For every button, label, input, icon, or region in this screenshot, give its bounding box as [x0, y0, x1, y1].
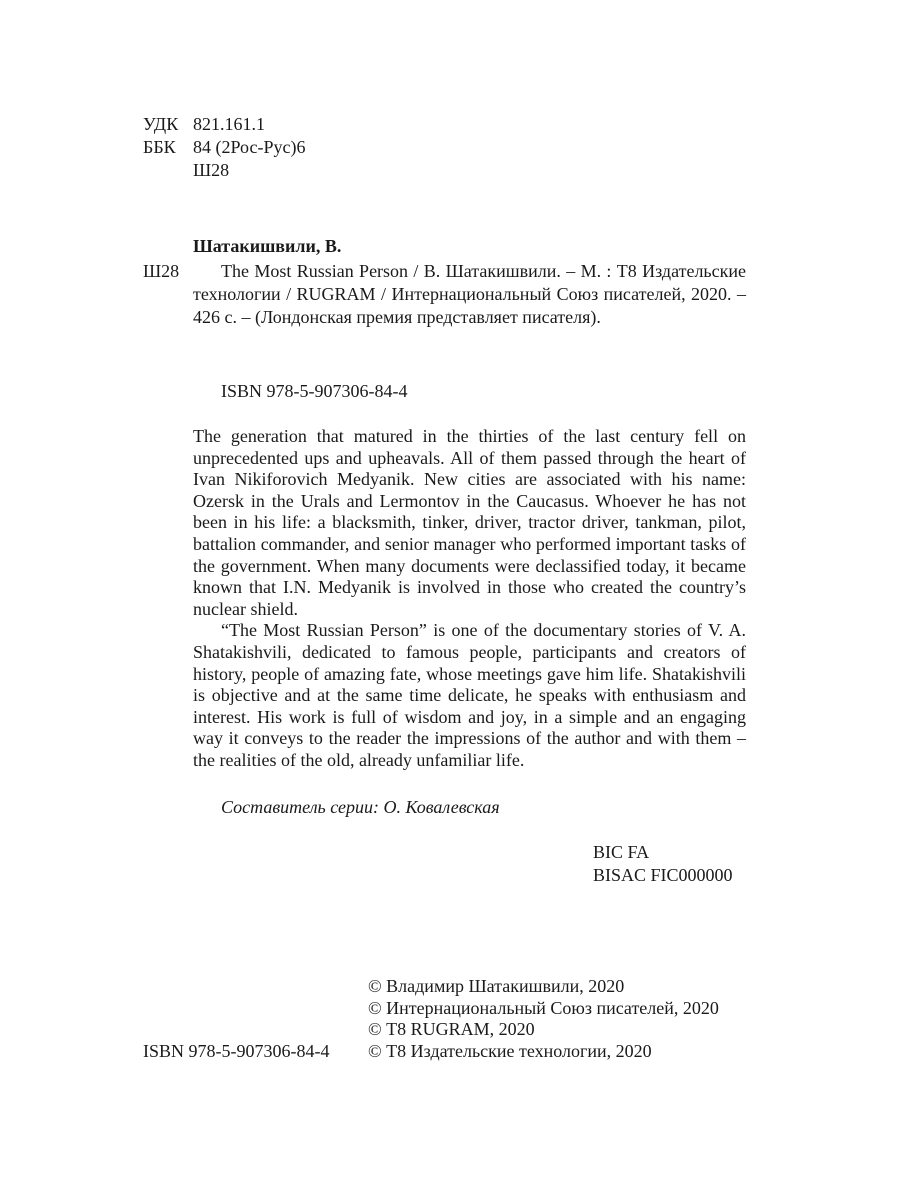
classification-row: [143, 136, 305, 159]
catalog-code: Ш28: [143, 261, 180, 281]
classification-row: [143, 113, 305, 136]
isbn-footer: ISBN 978-5-907306-84-4: [143, 1041, 330, 1061]
subject-code: BISAC FIC000000: [593, 865, 733, 885]
annotation-paragraph: The generation that matured in the thirties of the last century fell on unprecedented ups and upheavals. All of them passed through the heart of Ivan Nikiforovich Medyanik. New cities are associated with his name: Ozersk in the Urals and Lermontov in the Caucasus. Whoever he has not been in his life: a blacksmith, tinker, driver, tractor driver, tankman, pilot, battalion commander, and senior manager who performed important tasks of the government. When many documents were declassified today, it became known that I.N. Medyanik is involved in those who created the country’s nuclear shield.: [193, 426, 746, 619]
classification-key: УДК: [143, 114, 179, 134]
copyright-line: © Т8 RUGRAM, 2020: [368, 1019, 535, 1039]
annotation-paragraph: “The Most Russian Person” is one of the documentary stories of V. A. Shatakishvili, dedicated to famous people, participants and creators of history, people of amazing fate, whose meetings gave him life. Shatakishvili is objective and at the same time delicate, he speaks with enthusiasm and interest. His work is full of wisdom and joy, in a simple and an engaging way it conveys to the reader the impressions of the author and with them – the realities of the old, already unfamiliar life.: [193, 620, 746, 770]
annotation: [193, 426, 746, 772]
citation: The Most Russian Person / В. Шатакишвили. – М. : Т8 Издательские технологии / RUGRAM / Интернациональный Союз писателей, 2020. – 426 с. – (Лондонская премия представляет писателя).: [193, 261, 746, 327]
isbn-main: ISBN 978-5-907306-84-4: [221, 381, 408, 401]
subject-code: BIC FA: [593, 842, 650, 862]
copyright-line: © Владимир Шатакишвили, 2020: [368, 976, 625, 996]
classification-row: [143, 159, 305, 182]
classification-value: 821.161.1: [193, 114, 265, 134]
copyright-line: © Т8 Издательские технологии, 2020: [368, 1040, 652, 1061]
classification-key: [143, 159, 193, 182]
copyright-line: © Интернациональный Союз писателей, 2020: [368, 997, 719, 1018]
copyright-block: [368, 975, 719, 1061]
classification-block: [143, 113, 305, 182]
classification-key: ББК: [143, 137, 176, 157]
classification-value: 84 (2Рос-Рус)6: [193, 137, 306, 157]
author-heading: Шатакишвили, В.: [193, 236, 342, 256]
series-compiler: Составитель серии: О. Ковалевская: [221, 797, 500, 817]
subject-codes: [593, 841, 733, 887]
classification-value: Ш28: [193, 160, 230, 180]
